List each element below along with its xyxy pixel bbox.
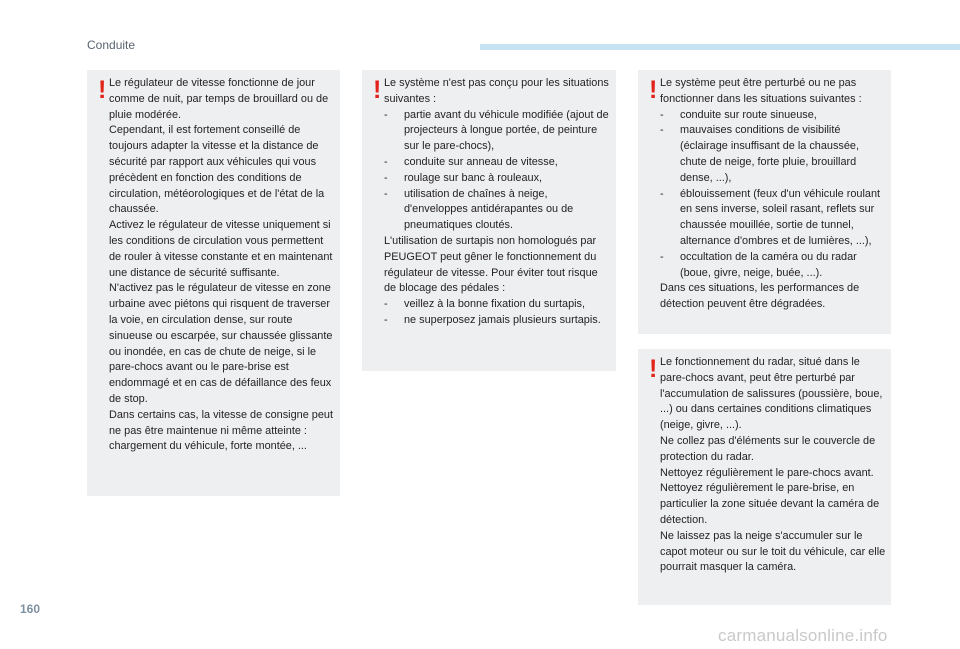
paragraph: Le fonctionnement du radar, situé dans le pare-chocs avant, peut être perturbé par l'accumulation de salissures (poussière, boue, ...) ou dans certaines conditions climatiques (neige, givre, ...).	[660, 356, 883, 432]
warning-box-system-limits	[362, 70, 616, 371]
list-item: - roulage sur banc à rouleaux,	[384, 171, 543, 184]
paragraph: Cependant, il est fortement conseillé de toujours adapter la vitesse et la distance de sécurité par rapport aux véhicules qui vous précèdent en fonction des conditions de circulation, météorologiques et de l'état de la chaussée.	[109, 124, 325, 216]
paragraph: Dans ces situations, les performances de détection peuvent être dégradées.	[660, 282, 860, 311]
page-number: 160	[20, 602, 41, 616]
paragraph: Le système peut être perturbé ou ne pas fonctionner dans les situations suivantes :	[660, 77, 862, 105]
paragraph: Activez le régulateur de vitesse uniquement si les conditions de circulation vous permettent de rouler à vitesse constante et en maintenant une distance de sécurité suffisante.	[109, 219, 333, 279]
section-title: Conduite	[87, 38, 136, 52]
paragraph: Nettoyez régulièrement le pare-chocs avant.	[660, 466, 874, 479]
paragraph: Dans certains cas, la vitesse de consigne peut ne pas être maintenue ni même atteinte : chargement du véhicule, forte montée, ...	[109, 408, 333, 453]
paragraph: Ne laissez pas la neige s'accumuler sur le capot moteur ou sur le toit du véhicule, car elle pourrait masquer la caméra.	[660, 529, 886, 574]
list-item: - veillez à la bonne fixation du surtapis,	[384, 298, 586, 311]
paragraph: Le régulateur de vitesse fonctionne de jour comme de nuit, par temps de brouillard ou de pluie modérée.	[109, 77, 329, 121]
list-item: - mauvaises conditions de visibilité (éclairage insuffisant de la chaussée, chute de neige, forte pluie, brouillard dense, ...),	[660, 124, 859, 184]
list-item: - conduite sur anneau de vitesse,	[384, 155, 558, 168]
warning-icon: !	[649, 76, 658, 104]
paragraph: L'utilisation de surtapis non homologués par PEUGEOT peut gêner le fonctionnement du régulateur de vitesse. Pour éviter tout risque de blocage des pédales :	[384, 234, 598, 295]
warning-text	[384, 76, 612, 329]
paragraph: N'activez pas le régulateur de vitesse en zone urbaine avec piétons qui risquent de traverser la voie, en circulation dense, sur route sinueuse ou escarpée, sur chaussée glissante ou inondée, en cas de chute de neige, si le pare-chocs avant ou le pare-brise est endommagé et en cas de défaillance des feux de stop.	[109, 282, 333, 405]
warning-box-perturbations	[638, 70, 891, 334]
list-item: - éblouissement (feux d'un véhicule roulant en sens inverse, soleil rasant, reflets sur chaussée mouillée, sortie de tunnel, alternance d'ombres et de lumières, ...),	[660, 187, 881, 247]
paragraph: Nettoyez régulièrement le pare-brise, en particulier la zone située devant la caméra de détection.	[660, 482, 880, 526]
warning-icon: !	[98, 76, 107, 104]
header-accent-bar	[480, 44, 960, 50]
list-item: - ne superposez jamais plusieurs surtapis.	[384, 313, 601, 326]
warning-box-radar	[638, 349, 891, 605]
paragraph: Ne collez pas d'éléments sur le couvercle de protection du radar.	[660, 434, 876, 463]
warning-text	[660, 76, 887, 313]
list-item: - partie avant du véhicule modifiée (ajout de projecteurs à longue portée, de peinture sur le pare-chocs),	[384, 108, 609, 153]
warning-icon: !	[373, 76, 382, 104]
warning-icon: !	[649, 355, 658, 383]
warning-text	[109, 76, 336, 455]
list-item: - occultation de la caméra ou du radar (boue, givre, neige, buée, ...).	[660, 250, 857, 279]
warning-box-cruise-control	[87, 70, 340, 496]
list-item: - conduite sur route sinueuse,	[660, 108, 817, 121]
warning-text	[660, 355, 887, 576]
watermark: carmanualsonline.info	[718, 626, 888, 645]
paragraph: Le système n'est pas conçu pour les situations suivantes :	[384, 77, 609, 105]
list-item: - utilisation de chaînes à neige, d'enveloppes antidérapantes ou de pneumatiques cloutés.	[384, 187, 574, 232]
